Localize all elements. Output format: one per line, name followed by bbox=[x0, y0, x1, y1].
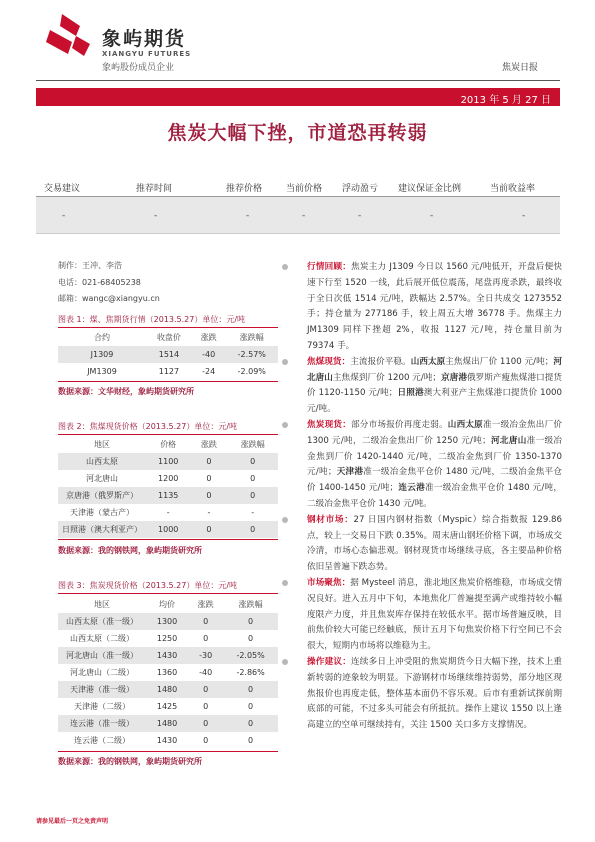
table-row bbox=[58, 521, 278, 538]
header-cell: 涨跌幅 bbox=[227, 436, 278, 453]
cell: JM1309 bbox=[58, 363, 146, 380]
bullet-icon bbox=[282, 359, 288, 365]
section-text: 准一级冶金焦平仓价 1480 元/吨，二级冶金焦平仓价 1400-1450 元/吨； bbox=[307, 467, 562, 494]
table-row bbox=[58, 715, 278, 732]
header-cell: 合约 bbox=[58, 329, 146, 346]
section-text: 准一级冶金焦平仓价 1480 元/吨，二级冶金焦平仓价 1430 元/吨。 bbox=[307, 483, 562, 509]
header-cell: 涨跌 bbox=[192, 329, 226, 346]
cell: - bbox=[146, 504, 190, 521]
cell: 0 bbox=[223, 715, 278, 732]
table-row bbox=[58, 346, 278, 363]
section-text: 主焦煤出厂价 1100 元/吨； bbox=[445, 356, 554, 367]
cell: 天津港（准一级） bbox=[58, 681, 146, 698]
table-row bbox=[58, 630, 278, 647]
cell: 1300 bbox=[146, 613, 188, 630]
section-lead: 操作建议： bbox=[307, 656, 351, 667]
rec-header-cell: 当前收益率 bbox=[490, 184, 536, 194]
cell: 天津港（二级） bbox=[58, 698, 146, 715]
cell: 1430 bbox=[146, 732, 188, 749]
cell: 1127 bbox=[146, 363, 192, 380]
section-lead: 市场聚焦： bbox=[307, 577, 351, 588]
section-lead: 钢材市场： bbox=[307, 514, 354, 525]
cell: 连云港（准一级） bbox=[58, 715, 146, 732]
market-review-paragraph bbox=[280, 260, 562, 355]
header-divider bbox=[36, 80, 560, 81]
region-label: 京唐港 bbox=[441, 372, 467, 383]
bullet-icon bbox=[282, 264, 288, 270]
rec-value-cell: - bbox=[302, 211, 306, 221]
cell: 0 bbox=[227, 487, 278, 504]
header-cell: 均价 bbox=[146, 596, 188, 613]
section-text: 27 日国内钢材指数（Myspic）综合指数报 129.86 点，较上一交易日下跌 0.35%。周末唐山钢坯价格下调，市场成交冷清，市场心态偏悲观。钢材现货市场继续寻底，各主要品种价格依旧呈普遍下跌态势。 bbox=[307, 514, 562, 573]
cell: 1430 bbox=[146, 647, 188, 664]
rec-header-cell: 建议保证金比例 bbox=[398, 184, 462, 194]
section-lead: 行情回顾： bbox=[307, 262, 352, 272]
section-text: 准一级冶金焦出厂价 1300 元/吨，二级冶金焦出厂价 1250 元/吨； bbox=[307, 419, 562, 446]
cell: 0 bbox=[188, 698, 223, 715]
header-cell: 涨跌幅 bbox=[226, 329, 278, 346]
trade-advice-paragraph bbox=[280, 655, 562, 734]
cell: 河北唐山（准一级） bbox=[58, 647, 146, 664]
cell: 1480 bbox=[146, 715, 188, 732]
rec-value-cell: - bbox=[522, 211, 526, 221]
cell: -2.05% bbox=[223, 647, 278, 664]
section-text: 连续多日上冲受阻的焦炭期货今日大幅下挫，技术上重新转弱的迹象较为明显。下游钢材市场继续维持弱势，部分地区现焦报价也再度走低，整体基本面仍不容乐观。后市有重新试探前期底部的可能，不过多头可能会有所抵抗。操作上建议 1550 以上逢高建立的空单可继续持有，关注 1500 关口多方支撑情况。 bbox=[307, 656, 562, 731]
cell: 0 bbox=[188, 732, 223, 749]
table-row bbox=[58, 664, 278, 681]
commentary-column bbox=[280, 260, 562, 734]
cell: 日照港（澳大利亚产） bbox=[58, 521, 146, 538]
region-label: 河北唐山 bbox=[490, 435, 527, 446]
header-cell: 地区 bbox=[58, 436, 146, 453]
cell: 0 bbox=[227, 470, 278, 487]
cell: 1360 bbox=[146, 664, 188, 681]
cell: 1135 bbox=[146, 487, 190, 504]
table-row bbox=[58, 453, 278, 470]
brand-subtitle: 象屿股份成员企业 bbox=[102, 63, 175, 73]
cell: 0 bbox=[188, 681, 223, 698]
table2-source: 数据来源：我的钢铁网，象屿期货研究所 bbox=[58, 546, 202, 555]
bullet-icon bbox=[282, 659, 288, 665]
rec-value-cell: - bbox=[246, 211, 250, 221]
page-title: 焦炭大幅下挫，市道恐再转弱 bbox=[167, 122, 428, 144]
header-cell: 涨跌 bbox=[188, 596, 223, 613]
cell: -2.09% bbox=[226, 363, 278, 380]
recommendation-table bbox=[36, 176, 560, 234]
coking-coal-spot-table bbox=[58, 436, 278, 538]
cell: 1100 bbox=[146, 453, 190, 470]
cell: 山西太原（二级） bbox=[58, 630, 146, 647]
cell: 山西太原（准一级） bbox=[58, 613, 146, 630]
cell: -2.57% bbox=[226, 346, 278, 363]
brand-logo-mark bbox=[38, 12, 92, 58]
header-cell: 收盘价 bbox=[146, 329, 192, 346]
cell: - bbox=[227, 504, 278, 521]
section-text: 准一级冶金焦到厂价 1420-1440 元/吨，二级冶金焦到厂价 1350-1370 元/吨； bbox=[307, 435, 562, 478]
rec-header-cell: 交易建议 bbox=[44, 184, 81, 194]
cell: 1200 bbox=[146, 470, 190, 487]
cell: 1514 bbox=[146, 346, 192, 363]
header-cell: 涨跌幅 bbox=[223, 596, 278, 613]
cell: 京唐港（俄罗斯产） bbox=[58, 487, 146, 504]
table2-rule-bottom bbox=[58, 539, 278, 540]
table-header-row bbox=[58, 596, 278, 613]
rec-header-cell: 当前价格 bbox=[286, 184, 323, 194]
rec-value-cell: - bbox=[358, 211, 362, 221]
table2-rule bbox=[58, 434, 278, 435]
cell: -40 bbox=[192, 346, 226, 363]
table-row bbox=[58, 487, 278, 504]
bullet-icon bbox=[282, 422, 288, 428]
rec-header-cell: 推荐价格 bbox=[226, 184, 263, 194]
cell: J1309 bbox=[58, 346, 146, 363]
table1-rule bbox=[58, 327, 278, 328]
table-row bbox=[58, 504, 278, 521]
section-text: 主流报价平稳。 bbox=[350, 356, 411, 367]
cell: 0 bbox=[223, 630, 278, 647]
rec-header-cell: 推荐时间 bbox=[136, 184, 173, 194]
cell: 山西太原 bbox=[58, 453, 146, 470]
cell: 0 bbox=[188, 715, 223, 732]
header-cell: 地区 bbox=[58, 596, 146, 613]
cell: 1250 bbox=[146, 630, 188, 647]
cell: 0 bbox=[227, 453, 278, 470]
header-cell: 涨跌 bbox=[190, 436, 227, 453]
section-lead: 焦煤现货： bbox=[307, 356, 351, 367]
table-header-row bbox=[58, 436, 278, 453]
bullet-icon bbox=[282, 517, 288, 523]
rec-header-cell: 浮动盈亏 bbox=[342, 184, 379, 194]
cell: 0 bbox=[190, 487, 227, 504]
recommendation-header-row bbox=[36, 176, 560, 197]
steel-market-paragraph bbox=[280, 513, 562, 576]
table-row bbox=[58, 363, 278, 380]
table3-rule-bottom bbox=[58, 751, 278, 752]
section-text: 焦炭主力 J1309 今日以 1560 元/吨低开，开盘后便快速下行至 1520 一线，此后展开低位震荡，尾盘再度杀跌，最终收于全日次低 1514 元/吨，跌幅达 2.57%。全日共成交 1273552 手；持仓量为 277186 手，较上周五大增 36778 手。焦煤主力 JM1309 同样下挫超 2%，收报 1127 元/吨，持仓量目前为 79374 手。 bbox=[307, 262, 562, 351]
region-label: 连云港 bbox=[398, 483, 425, 494]
cell: 0 bbox=[190, 453, 227, 470]
table-row bbox=[58, 681, 278, 698]
bullet-icon bbox=[282, 580, 288, 586]
brand-name: 象屿期货 bbox=[102, 28, 187, 50]
table-row bbox=[58, 470, 278, 487]
table-header-row bbox=[58, 329, 278, 346]
header-cell: 价格 bbox=[146, 436, 190, 453]
cell: 1480 bbox=[146, 681, 188, 698]
email-link[interactable]: 邮箱：wangc@xiangyu.cn bbox=[58, 294, 160, 303]
cell: 0 bbox=[227, 521, 278, 538]
cell: 河北唐山 bbox=[58, 470, 146, 487]
table2-caption: 图表 2：焦煤现货价格（2013.5.27）单位：元/吨 bbox=[58, 422, 238, 431]
section-text: 主焦煤到厂价 1200 元/吨； bbox=[332, 372, 441, 383]
cell: -40 bbox=[188, 664, 223, 681]
cell: 天津港（蒙古产） bbox=[58, 504, 146, 521]
cell: 0 bbox=[190, 470, 227, 487]
report-type: 焦炭日报 bbox=[501, 63, 538, 73]
region-label: 河北唐山 bbox=[307, 356, 562, 383]
cell: 0 bbox=[188, 630, 223, 647]
cell: -24 bbox=[192, 363, 226, 380]
rec-value-cell: - bbox=[154, 211, 158, 221]
report-date: 2013 年 5 月 27 日 bbox=[460, 95, 551, 106]
rec-value-cell: - bbox=[430, 211, 434, 221]
table-row bbox=[58, 613, 278, 630]
table1-rule-bottom bbox=[58, 381, 278, 382]
cell: 0 bbox=[190, 521, 227, 538]
table3-rule bbox=[58, 593, 278, 594]
cell: 0 bbox=[188, 613, 223, 630]
cell: -30 bbox=[188, 647, 223, 664]
rec-value-cell: - bbox=[62, 211, 66, 221]
cell: 连云港（二级） bbox=[58, 732, 146, 749]
table3-source: 数据来源：我的钢铁网，象屿期货研究所 bbox=[58, 757, 202, 766]
region-label: 山西太原 bbox=[410, 356, 446, 367]
phone: 电话：021-68405238 bbox=[58, 278, 141, 287]
section-text: 部分市场报价再度走弱。 bbox=[351, 419, 448, 430]
table-row bbox=[58, 698, 278, 715]
cell: 河北唐山（二级） bbox=[58, 664, 146, 681]
section-text: 俄罗斯产瘦焦煤港口提货价 1120-1150 元/吨； bbox=[307, 372, 562, 399]
section-lead: 焦炭现货： bbox=[307, 419, 351, 430]
market-focus-paragraph bbox=[280, 576, 562, 655]
table-row bbox=[58, 732, 278, 749]
author: 制作：王冲、李浩 bbox=[58, 261, 122, 270]
region-label: 山西太原 bbox=[447, 419, 483, 430]
table1-caption: 图表 1：煤、焦期货行情（2013.5.27）单位：元/吨 bbox=[58, 315, 246, 324]
cell: 0 bbox=[223, 732, 278, 749]
cell: 1425 bbox=[146, 698, 188, 715]
section-text: 据 Mysteel 消息，淮北地区焦炭价格维稳，市场成交情况良好。进入五月中下旬，本地焦化厂普遍提至满产或维持较小幅度限产力度，并且焦炭库存保持在较低水平。据市场普遍反映，目前焦价较大可能已经触底，预计五月下旬焦炭价格下行空间已不会很大，短期内市场将以维稳为主。 bbox=[307, 577, 562, 652]
cell: - bbox=[190, 504, 227, 521]
cell: 0 bbox=[223, 613, 278, 630]
coke-spot-table bbox=[58, 596, 278, 749]
cell: 1000 bbox=[146, 521, 190, 538]
table3-caption: 图表 3：焦炭现货价格（2013.5.27）单位：元/吨 bbox=[58, 581, 238, 590]
table1-source: 数据来源：文华财经，象屿期货研究所 bbox=[58, 387, 194, 396]
table-row bbox=[58, 647, 278, 664]
coke-spot-paragraph bbox=[280, 418, 562, 513]
region-label: 日照港 bbox=[397, 388, 424, 399]
futures-quote-table bbox=[58, 329, 278, 380]
region-label: 天津港 bbox=[336, 467, 364, 478]
recommendation-value-row bbox=[36, 197, 560, 234]
coking-coal-spot-paragraph bbox=[280, 355, 562, 418]
disclaimer-note: 请参见最后一页之免责声明 bbox=[36, 818, 109, 825]
cell: 0 bbox=[223, 681, 278, 698]
cell: 0 bbox=[223, 698, 278, 715]
brand-name-en: XIANGYU FUTURES bbox=[102, 50, 192, 58]
cell: -2.86% bbox=[223, 664, 278, 681]
section-text: 澳大利亚产主焦煤港口提货价 1000 元/吨。 bbox=[307, 388, 562, 415]
